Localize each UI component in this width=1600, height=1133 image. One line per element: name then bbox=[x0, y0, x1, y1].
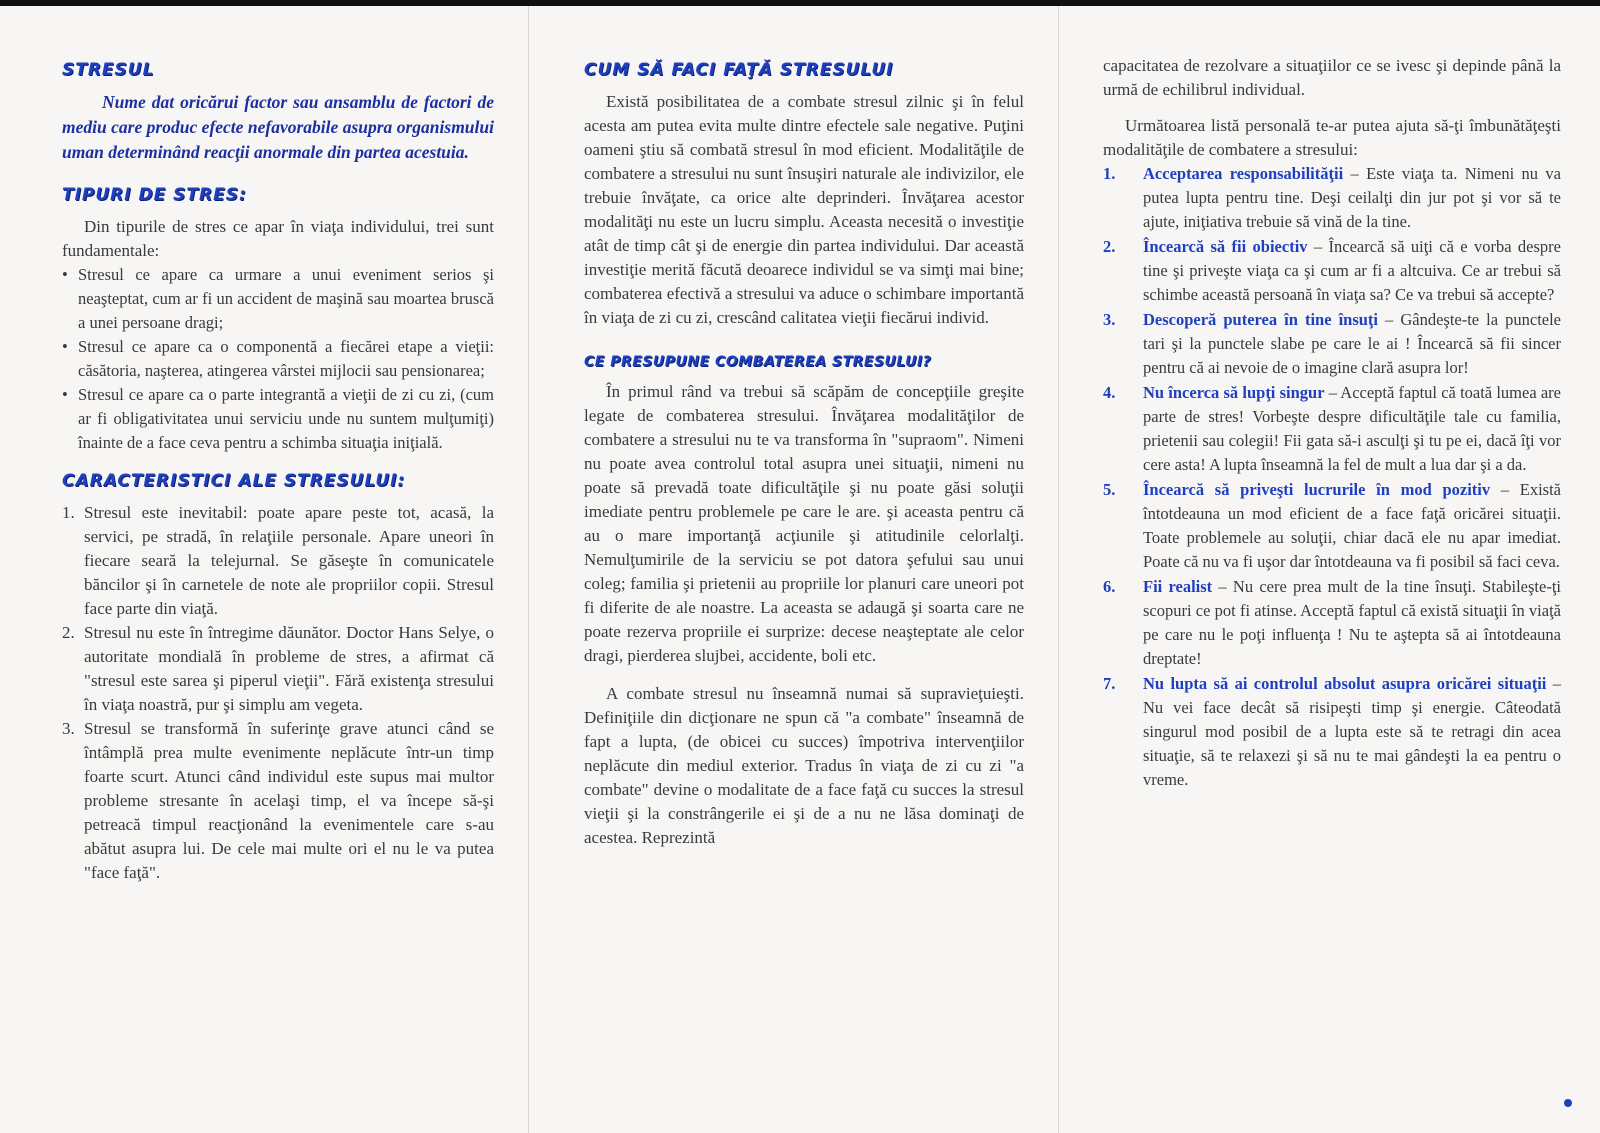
top-edge bbox=[0, 0, 1600, 6]
list-item: 2. Stresul nu este în întregime dăunător. Doctor Hans Selye, o autoritate mondială în probleme de stres, a afirmat că "stresul este sarea şi piperul vieţii". Fără existenţa stresului în viaţa noastră, pur şi simplu am vegeta. bbox=[62, 623, 494, 714]
heading-cum-sa-faci: CUM SĂ FACI FAŢĂ STRESULUI bbox=[584, 60, 894, 80]
list-item: 1. Acceptarea responsabilităţii – Este viaţa ta. Nimeni nu va putea lupta pentru tine. Deşi ceilalţi din jur pot şi vor să te ajute, iniţiativa trebuie să vină de la tine. bbox=[1103, 164, 1561, 231]
fold-line-right bbox=[1058, 6, 1059, 1133]
list-item bbox=[62, 263, 494, 335]
tip-text: – Nu cere prea mult de la tine însuţi. Stabileşte-ţi scopuri ce pot fi atinse. Acceptă faptul că există situaţii în viaţă pe care nu le poţi influenţa ! Nu te aştepta să ai întotdeauna dreptate! bbox=[1143, 577, 1561, 668]
tip-title: Nu lupta să ai controlul absolut asupra oricărei situaţii bbox=[1143, 674, 1547, 693]
list-item: 6. Fii realist – Nu cere prea mult de la tine însuţi. Stabileşte-ţi scopuri ce pot fi atinse. Acceptă faptul că există situaţii în viaţă pe care nu le poţi influenţa ! Nu te aştepta să ai întotdeauna dreptate! bbox=[1103, 577, 1561, 668]
list-item: 7. Nu lupta să ai controlul absolut asupra oricărei situaţii – Nu vei face decât să risipeşti timp şi energie. Câteodată singurul mod posibil de a lupta este să te retragi din acea situaţie, să te relaxezi şi să nu te mai gândeşti la ea pentru o vreme. bbox=[1103, 674, 1562, 789]
tips-list bbox=[1103, 162, 1561, 792]
bullet-icon: • bbox=[62, 265, 68, 284]
heading-tipuri: TIPURI DE STRES: bbox=[62, 185, 247, 205]
list-item-text: Stresul nu este în întregime dăunător. Doctor Hans Selye, o autoritate mondială în probleme de stres, a afirmat că "stresul este sarea şi piperul vieţii". Fără existenţa stresului în viaţa noastră, pur şi simplu am vegeta. bbox=[84, 623, 494, 714]
list-item: 2. Încearcă să fii obiectiv – Încearcă să uiţi că e vorba despre tine şi priveşte viaţa ca şi cum ar fi a altcuiva. Ce ar trebui să schimbe această persoană în viaţa sa? Ce va trebui să accepte? bbox=[1103, 237, 1561, 304]
tip-title: Nu încerca să lupţi singur bbox=[1143, 383, 1325, 402]
tip-text: – Acceptă faptul că toată lumea are parte de stres! Vorbeşte despre dificultăţile tale cu familia, prietenii sau colegii! Fii gata să-i asculţi şi tu pe ei, dacă îţi vor cere asta! A lupta înseamnă la fel de mult a lua dar şi a da. bbox=[1143, 383, 1561, 474]
tip-text: – Este viaţa ta. Nimeni nu va putea lupta pentru tine. Deşi ceilalţi din jur pot şi vor să te ajute, iniţiativa trebuie să vină de la tine. bbox=[1143, 164, 1561, 231]
heading-caracteristici: CARACTERISTICI ALE STRESULUI: bbox=[62, 471, 406, 491]
list-item-text: Stresul ce apare ca urmare a unui eveniment serios şi neaşteptat, cum ar fi un accident de maşină sau moartea bruscă a unei persoane dragi; bbox=[78, 265, 494, 332]
paragraph-1: Există posibilitatea de a combate stresul zilnic şi în felul acesta am putea evita multe dintre efectele sale negative. Puţini oameni ştiu să combată stresul în mod eficient. Modalităţile de combatere a stresului nu sunt însuşiri naturale ale indivizilor, ele trebuie învăţate, ca orice alte deprinderi. Învăţarea acestor modalităţi nu este un lucru simplu. Aceasta necesită o investiţie atât de timp cât şi de energie din partea individului. Dar această investiţie merită făcută deoarece individul se va simţi mai bine; combaterea efectivă a stresului va aduce o schimbare importantă în viaţa de zi cu zi, crescând calitatea vieţii fiecărui individ. bbox=[584, 92, 1024, 327]
list-item: 3. Descoperă puterea în tine însuţi – Gândeşte-te la punctele tari şi la punctele slabe pe care le ai ! Încearcă să fii sincer pentru că ai nevoie de o imagine clară asupra lor! bbox=[1103, 310, 1562, 377]
tip-title: Încearcă să priveşti lucrurile în mod pozitiv bbox=[1143, 480, 1491, 499]
characteristics-list bbox=[62, 501, 494, 885]
corner-dot-icon bbox=[1564, 1099, 1572, 1107]
heading-ce-presupune: CE PRESUPUNE COMBATEREA STRESULUI? bbox=[584, 354, 932, 370]
paragraph-continued: capacitatea de rezolvare a situaţiilor ce se ivesc şi depinde până la urmă de echilibrul individual. bbox=[1103, 56, 1561, 99]
list-item-text: Stresul ce apare ca o parte integrantă a vieţii de zi cu zi, (cum ar fi obligativitatea unui serviciu unde nu suntem mulţumiţi) înainte de a face ceva pentru a schimba situaţia iniţială. bbox=[78, 385, 494, 452]
tip-title: Fii realist bbox=[1143, 577, 1213, 596]
list-item: 3. Stresul se transformă în suferinţe grave atunci când se întâmplă prea multe evenimente neplăcute într-un timp foarte scurt. Atunci când individul este supus mai multor probleme stresante în acelaşi timp, el va începe să-şi petreacă timpul reacţionând la evenimentele care s-au abătut asupra lui. De cele mai multe ori el nu le va putea "face faţă". bbox=[62, 719, 494, 882]
paragraph-2: În primul rând va trebui să scăpăm de concepţiile greşite legate de combaterea stresului. Învăţarea modalităţilor de combatere a stresului nu te va transforma în "supraom". Nimeni nu poate avea controlul total asupra unei situaţii, nimeni nu poate să prevadă toate dificultăţile şi nu poate găsi soluţii imediate pentru problemele pe care le are. şi aceasta pentru că au o mare importanţă acţiunile şi atitudinile celorlalţi. Nemulţumirile de la serviciu se pot datora şefului sau unui coleg; familia şi prietenii au propriile lor planuri care uneori pot fi diferite de ale noastre. La aceasta se adaugă şi soarta care ne poate rezerva propriile ei surprize: decese neaşteptate ale celor dragi, pierderea slujbei, accidente, boli etc. bbox=[584, 382, 1024, 665]
list-intro: Următoarea listă personală te-ar putea ajuta să-ţi îmbunătăţeşti modalităţile de combatere a stresului: bbox=[1103, 116, 1561, 159]
paragraph-3: A combate stresul nu înseamnă numai să supravieţuieşti. Definiţiile din dicţionare ne spun că "a combate" înseamnă de fapt a lupta, (de obicei cu succes) împotriva intervenţiilor neplăcute din mediul exterior. Tradus în viaţa de zi cu zi "a combate" devine o modalitate de a face faţă cu succes la stresul vieţii şi la constrângerile ei şi de a nu ne lăsa dominaţi de acestea. Reprezintă bbox=[584, 684, 1024, 847]
tip-title: Descoperă puterea în tine însuţi bbox=[1143, 310, 1379, 329]
list-item bbox=[62, 335, 494, 383]
types-intro: Din tipurile de stres ce apar în viaţa individului, trei sunt fundamentale: bbox=[62, 217, 494, 260]
panel-middle bbox=[584, 60, 1024, 850]
tip-text: – Încearcă să uiţi că e vorba despre tine şi priveşte viaţa ca şi cum ar fi a altcuiva. Ce ar trebui să schimbe această persoană în viaţa sa? Ce va trebui să accepte? bbox=[1143, 237, 1561, 304]
definition-text: Nume dat oricărui factor sau ansamblu de factori de mediu care produc efecte nefavorabile asupra organismului uman determinând reacţii anormale din partea acestuia. bbox=[62, 92, 494, 162]
list-item-text: Stresul ce apare ca o componentă a fiecărei etape a vieţii: căsătoria, naşterea, atingerea vârstei mijlocii sau pensionarea; bbox=[78, 337, 494, 380]
bullet-icon: • bbox=[62, 337, 68, 356]
list-item-text: Stresul este inevitabil: poate apare peste tot, acasă, la servici, pe stradă, în relaţiile personale. Apare uneori în fiecare seară la telejurnal. Se găseşte în comunicatele băncilor şi în carnetele de note ale propriilor copii. Stresul face parte din viaţă. bbox=[84, 503, 494, 618]
tip-text: – Există întotdeauna un mod eficient de a face faţă oricărei situaţii. Toate problemele au soluţii, chiar dacă ele nu apar imediat. Poate că nu va fi uşor dar întotdeauna va fi posibil să faci ceva. bbox=[1143, 480, 1561, 571]
fold-line-left bbox=[528, 6, 529, 1133]
panel-right bbox=[1103, 54, 1561, 793]
tip-title: Acceptarea responsabilităţii bbox=[1143, 164, 1344, 183]
bullet-icon: • bbox=[62, 385, 68, 404]
list-item: 4. Nu încerca să lupţi singur – Acceptă faptul că toată lumea are parte de stres! Vorbeşte despre dificultăţile tale cu familia, prietenii sau colegii! Fii gata să-i asculţi şi tu pe ei, dacă îţi vor cere asta! A lupta înseamnă la fel de mult a lua dar şi a da. bbox=[1103, 383, 1561, 474]
panel-left bbox=[62, 60, 494, 885]
tip-text: – Gândeşte-te la punctele tari şi la punctele slabe pe care le ai ! Încearcă să fii sincer pentru că ai nevoie de o imagine clară asupra lor! bbox=[1143, 310, 1562, 377]
list-item-text: Stresul se transformă în suferinţe grave atunci când se întâmplă prea multe evenimente neplăcute într-un timp foarte scurt. Atunci când individul este supus mai multor probleme stresante în acelaşi timp, el va începe să-şi petreacă timpul reacţionând la evenimentele care s-au abătut asupra lui. De cele mai multe ori el nu le va putea "face faţă". bbox=[84, 719, 494, 882]
heading-stresul: STRESUL bbox=[62, 60, 155, 80]
list-item: 1. Stresul este inevitabil: poate apare peste tot, acasă, la servici, pe stradă, în relaţiile personale. Apare uneori în fiecare seară la telejurnal. Se găseşte în comunicatele băncilor şi în carnetele de note ale propriilor copii. Stresul face parte din viaţă. bbox=[62, 503, 494, 618]
list-item: 5. Încearcă să priveşti lucrurile în mod pozitiv – Există întotdeauna un mod eficient de a face faţă oricărei situaţii. Toate problemele au soluţii, chiar dacă ele nu apar imediat. Poate că nu va fi uşor dar întotdeauna va fi posibil să faci ceva. bbox=[1103, 480, 1561, 571]
tip-text: – Nu vei face decât să risipeşti timp şi energie. Câteodată singurul mod posibil de a lupta este să te retragi din acea situaţie, să te relaxezi şi să nu te mai gândeşti la ea pentru o vreme. bbox=[1143, 674, 1562, 789]
list-item bbox=[62, 383, 494, 455]
tip-title: Încearcă să fii obiectiv bbox=[1143, 237, 1308, 256]
types-list bbox=[62, 263, 494, 455]
